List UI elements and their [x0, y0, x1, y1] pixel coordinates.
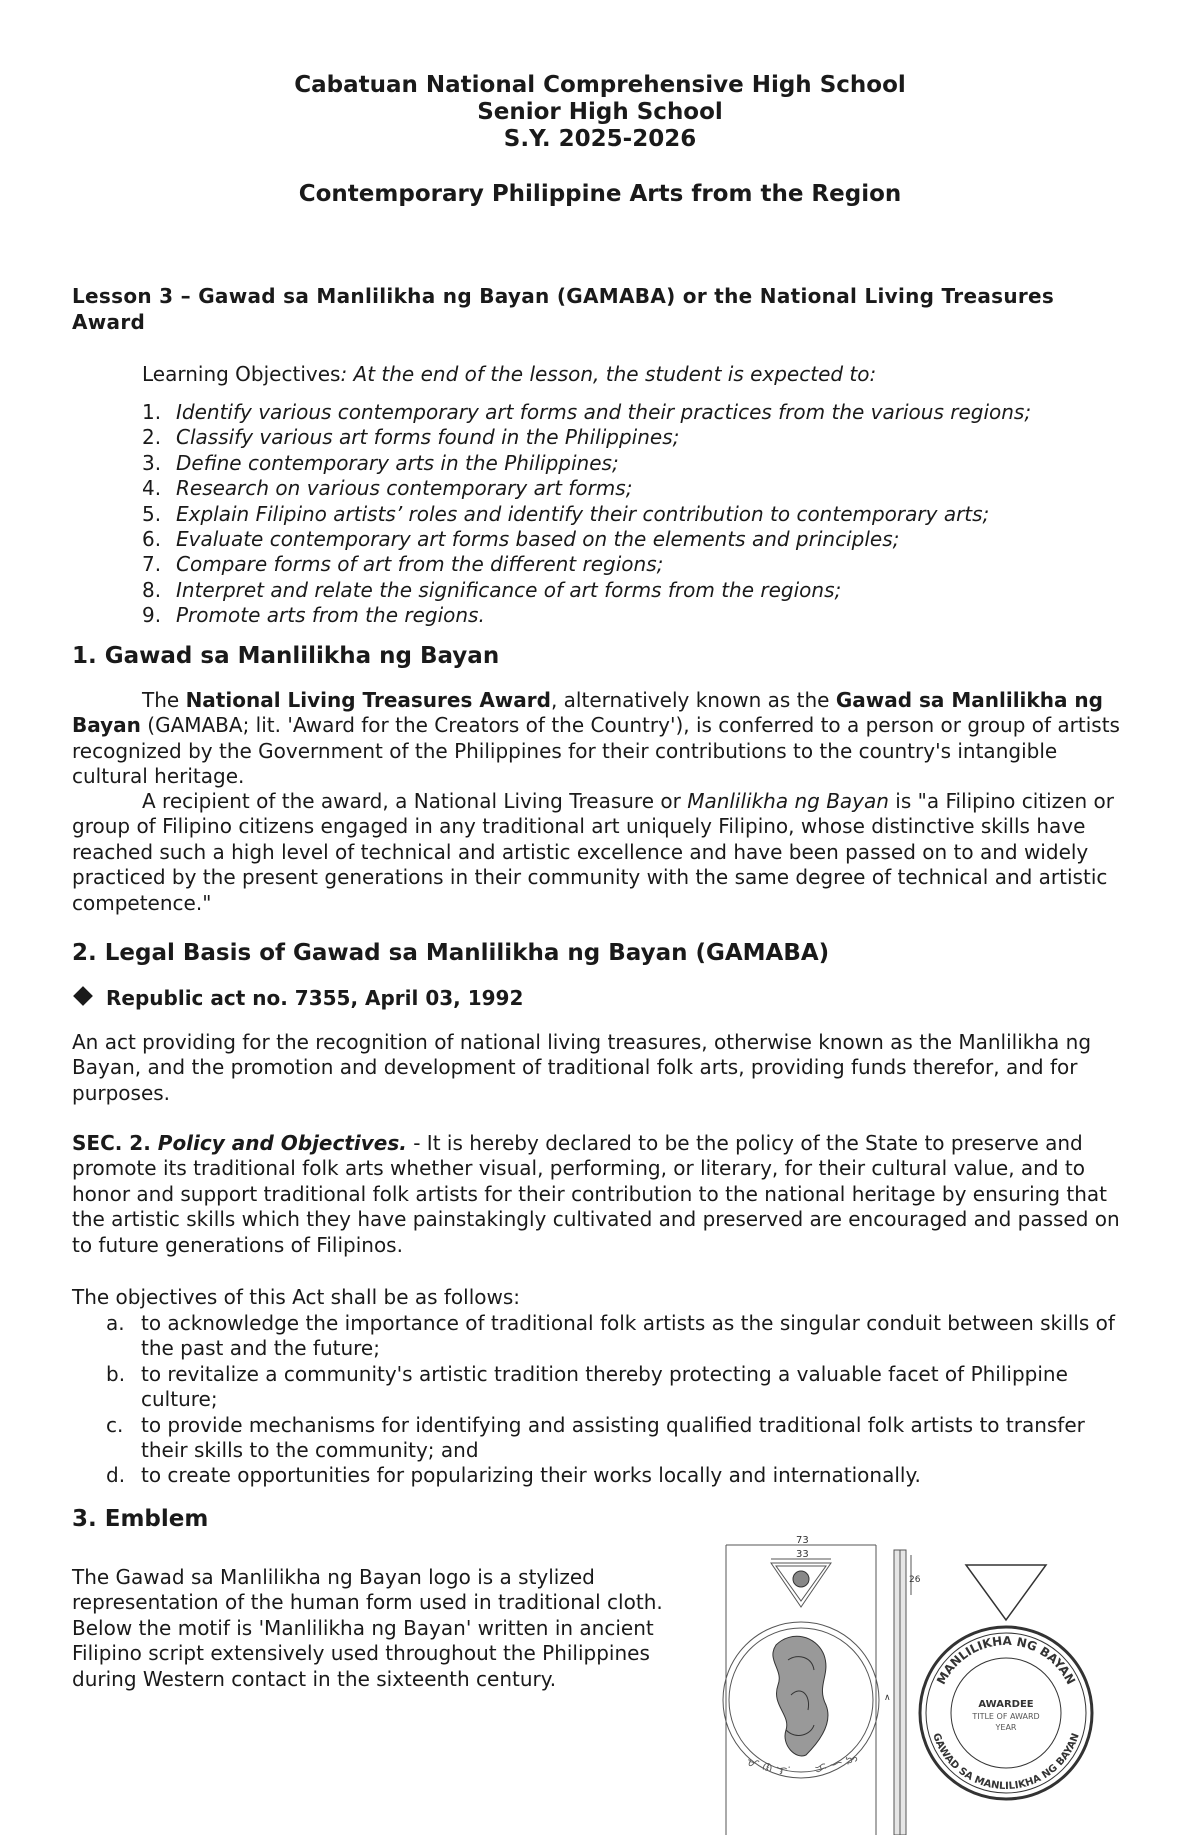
- section-2-heading: 2. Legal Basis of Gawad sa Manlilikha ng Bayan (GAMABA): [72, 940, 830, 966]
- medal-awardee-text: AWARDEE: [978, 1699, 1034, 1710]
- objectives-label: Learning Objectives: [142, 362, 341, 386]
- list-item: 2. Classify various art forms found in the Philippines;: [142, 425, 680, 450]
- list-item: a. to acknowledge the importance of traditional folk artists as the singular conduit between skills of the past and the future;: [106, 1311, 1115, 1361]
- sec-2-policy: SEC. 2. Policy and Objectives. - It is hereby declared to be the policy of the State to preserve and promote its traditional folk arts whether visual, performing, or literary, for their cultural value, and to honor and support traditional folk artists for their contribution to the national heritage by ensuring that the artistic skills which they have painstakingly cultivated and preserved are encouraged and passed on to future generations of Filipinos.: [72, 1131, 1120, 1257]
- section-3-heading: 3. Emblem: [72, 1506, 209, 1532]
- section-1-heading: 1. Gawad sa Manlilikha ng Bayan: [72, 643, 500, 669]
- learning-objectives-list: [142, 400, 1142, 629]
- list-item: 8. Interpret and relate the significance of art forms from the regions;: [142, 577, 842, 602]
- list-item: 5. Explain Filipino artists’ roles and identify their contribution to contemporary arts;: [142, 501, 990, 526]
- school-level: Senior High School: [477, 99, 723, 125]
- section-1-paragraph-1: The National Living Treasures Award, alternatively known as the Gawad sa Manlilikha ng Bayan (GAMABA; lit. 'Award for the Creators of the Country'), is conferred to a person or group of artists recognized by the Government of the Philippines for their contributions to the country's intangible cultural heritage.: [72, 688, 1120, 789]
- svg-text:ᜋ ᜈ ᜎ ᜒ: ᜋ ᜈ ᜎ ᜒ: [745, 1754, 792, 1780]
- school-name: Cabatuan National Comprehensive High School: [294, 72, 906, 98]
- medal-technical-drawing: [723, 1535, 879, 1835]
- dim-top-label: 73: [796, 1535, 809, 1546]
- list-item: 9. Promote arts from the regions.: [142, 603, 485, 628]
- school-year: S.Y. 2025-2026: [503, 126, 697, 152]
- svg-text:GAWAD SA MANLILIKHA NG BAYAN: [930, 1732, 1082, 1792]
- objectives-intro-text: : At the end of the lesson, the student is expected to:: [340, 362, 877, 386]
- act-objectives-list: [106, 1311, 1136, 1489]
- list-item: d. to create opportunities for popularizing their works locally and internationally.: [106, 1463, 921, 1488]
- diamond-bullet-icon: [73, 986, 93, 1006]
- medal-ring-bottom-text: GAWAD SA MANLILIKHA NG BAYAN: [930, 1731, 1082, 1793]
- act-description: An act providing for the recognition of national living treasures, otherwise known as the Manlilikha ng Bayan, and the promotion and development of traditional folk arts, providing funds therefor, and for purposes.: [72, 1030, 1092, 1105]
- emblem-figure: [716, 1535, 1146, 1835]
- list-item: 6. Evaluate contemporary art forms based on the elements and principles;: [142, 527, 900, 552]
- list-item: 7. Compare forms of art from the different regions;: [142, 552, 664, 577]
- medal-year-text: YEAR: [995, 1723, 1017, 1732]
- document-header: [0, 72, 1200, 153]
- svg-text:∧: ∧: [884, 1693, 891, 1703]
- emblem-description: The Gawad sa Manlilikha ng Bayan logo is a stylized representation of the human form used in traditional cloth. Below the motif is 'Manlilikha ng Bayan' written in ancient Filipino script extensively used throughout the Philippines during Western contact in the sixteenth century.: [72, 1565, 663, 1691]
- list-item: 3. Define contemporary arts in the Philippines;: [142, 450, 619, 475]
- lesson-title: Lesson 3 – Gawad sa Manlilikha ng Bayan (GAMABA) or the National Living Treasures Award: [72, 284, 1055, 334]
- list-item: 4. Research on various contemporary art forms;: [142, 476, 633, 501]
- list-item: c. to provide mechanisms for identifying and assisting qualified traditional folk artists to transfer their skills to the community; and: [106, 1412, 1085, 1463]
- act-objectives-intro: The objectives of this Act shall be as follows:: [72, 1285, 521, 1309]
- svg-text:ᜃ ᜑ ᜅ: ᜃ ᜑ ᜅ: [813, 1750, 860, 1776]
- medal-side-profile: [884, 1550, 921, 1835]
- section-1-paragraph-2: A recipient of the award, a National Living Treasure or Manlilikha ng Bayan is "a Filipino citizen or group of Filipino citizens engaged in any traditional art uniquely Filipino, whose distinctive skills have reached such a high level of technical and artistic excellence and have been passed on to and widely practiced by the present generations in their community with the same degree of technical and artistic competence.": [72, 789, 1114, 915]
- republic-act-bullet: Republic act no. 7355, April 03, 1992: [72, 985, 523, 1011]
- dim-mid-label: 33: [796, 1549, 809, 1560]
- medal-ring-top-text: MANLILIKHA NG BAYAN: [933, 1633, 1079, 1687]
- list-item: 1. Identify various contemporary art forms and their practices from the various regions;: [142, 400, 1032, 424]
- medal-front-face: [920, 1565, 1092, 1799]
- dim-side-label: 26: [909, 1575, 921, 1585]
- list-item: b. to revitalize a community's artistic tradition thereby protecting a valuable facet of Philippine culture;: [106, 1361, 1068, 1412]
- objectives-intro: [142, 361, 876, 387]
- medal-title-text: TITLE OF AWARD: [972, 1712, 1040, 1721]
- subject-title: Contemporary Philippine Arts from the Region: [298, 181, 902, 207]
